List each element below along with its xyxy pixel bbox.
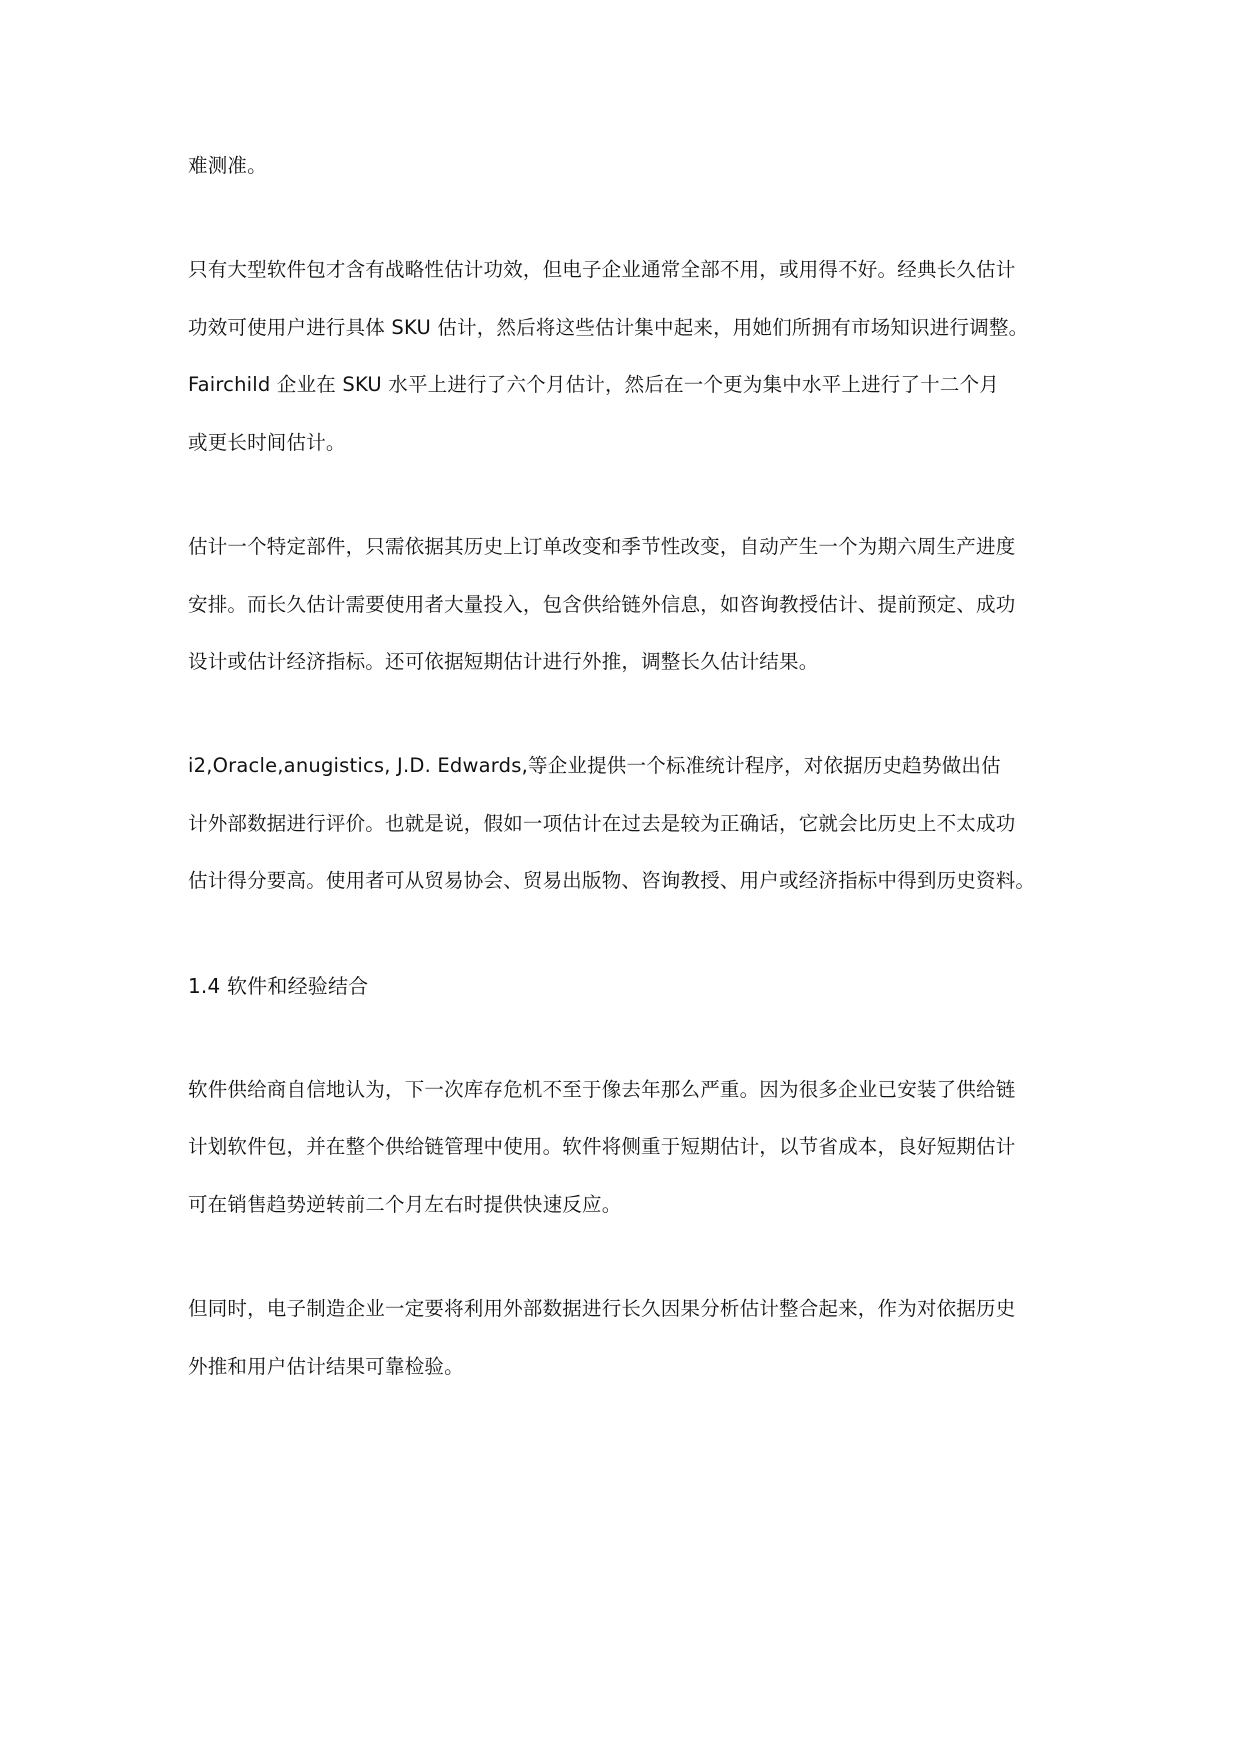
text-line: 设计或估计经济指标。还可依据短期估计进行外推，调整长久估计结果。 <box>188 650 819 673</box>
text-line: 但同时，电子制造企业一定要将利用外部数据进行长久因果分析估计整合起来，作为对依据历史 <box>188 1297 1016 1320</box>
text-line: i2,Oracle,anugistics, J.D. Edwards,等企业提供一个标准统计程序，对依据历史趋势做出估 <box>188 754 1001 777</box>
text-line: 软件供给商自信地认为，下一次库存危机不至于像去年那么严重。因为很多企业已安装了供给链 <box>188 1078 1016 1101</box>
text-line: 计外部数据进行评价。也就是说，假如一项估计在过去是较为正确话，它就会比历史上不太成功 <box>188 812 1016 835</box>
text-line: 估计得分要高。使用者可从贸易协会、贸易出版物、咨询教授、用户或经济指标中得到历史资料。 <box>188 869 1036 892</box>
text-line: Fairchild 企业在 SKU 水平上进行了六个月估计，然后在一个更为集中水平上进行了十二个月 <box>188 373 999 396</box>
text-line: 可在销售趋势逆转前二个月左右时提供快速反应。 <box>188 1193 622 1216</box>
text-line: 功效可使用户进行具体 SKU 估计，然后将这些估计集中起来，用她们所拥有市场知识进行调整。 <box>188 316 1029 339</box>
text-line: 外推和用户估计结果可靠检验。 <box>188 1355 464 1378</box>
section-heading: 1.4 软件和经验结合 <box>188 974 369 998</box>
text-line: 安排。而长久估计需要使用者大量投入，包含供给链外信息，如咨询教授估计、提前预定、成功 <box>188 593 1016 616</box>
text-line: 或更长时间估计。 <box>188 431 346 454</box>
text-line: 只有大型软件包才含有战略性估计功效，但电子企业通常全部不用，或用得不好。经典长久估计 <box>188 258 1016 281</box>
text-line: 计划软件包，并在整个供给链管理中使用。软件将侧重于短期估计，以节省成本，良好短期估计 <box>188 1135 1016 1158</box>
text-line: 难测准。 <box>188 154 267 177</box>
text-line: 估计一个特定部件，只需依据其历史上订单改变和季节性改变，自动产生一个为期六周生产进度 <box>188 535 1016 558</box>
